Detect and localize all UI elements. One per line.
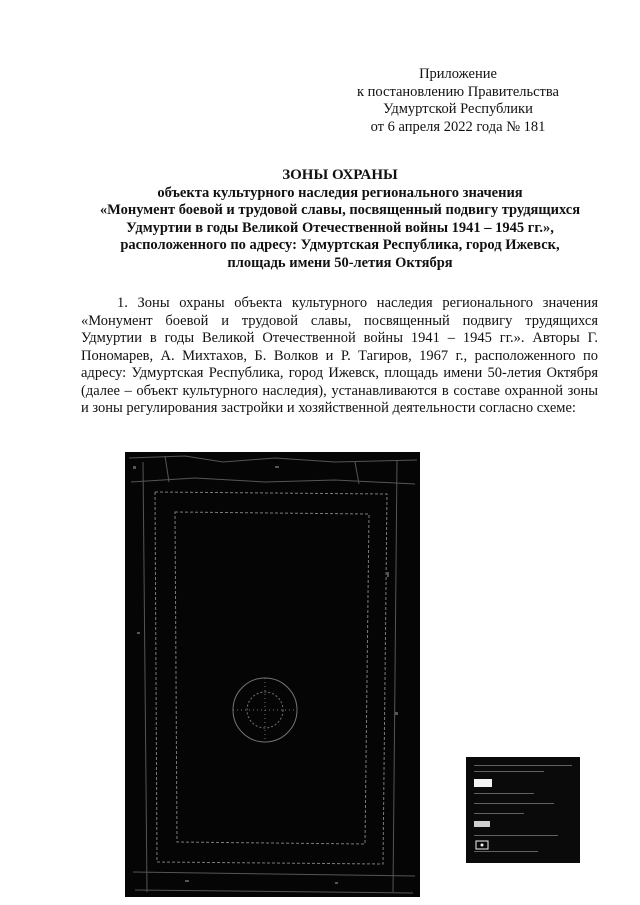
appendix-header	[328, 66, 588, 136]
title-line-2: «Монумент боевой и трудовой славы, посвященный подвигу трудящихся	[99, 202, 581, 219]
body-text	[81, 295, 598, 418]
appendix-date-number: от 6 апреля 2022 года № 181	[370, 118, 546, 135]
title-line-5: площадь имени 50-летия Октября	[227, 254, 453, 271]
paragraph-1: 1. Зоны охраны объекта культурного наследия регионального значения «Монумент боевой и трудовой славы, посвященный подвигу трудящихся Удмуртии в годы Великой Отечественной войны 1941 – 1945 гг.». Авторы Г. Пономарев, А. Михтахов, Б. Волков и Р. Тагиров, 1967 г., расположенного по адресу: Удмуртская Республика, город Ижевск, площадь имени 50-летия Октября (далее – объект культурного наследия), устанавливаются в составе охранной зоны и зоны регулирования застройки и хозяйственной деятельности согласно схеме:	[81, 295, 598, 416]
title-line-4: расположенного по адресу: Удмуртская Республика, город Ижевск,	[120, 237, 560, 254]
appendix-republic: Удмуртской Республики	[383, 101, 533, 118]
document-title-block	[70, 167, 610, 273]
document-title: ЗОНЫ ОХРАНЫ	[282, 167, 398, 183]
title-line-1: объекта культурного наследия регионального значения	[157, 184, 523, 201]
appendix-resolution: к постановлению Правительства	[357, 83, 559, 100]
title-line-3: Удмуртии в годы Великой Отечественной войны 1941 – 1945 гг.»,	[126, 219, 554, 236]
appendix-label: Приложение	[419, 66, 497, 82]
legend-drawing	[466, 757, 580, 863]
protection-zone-scheme	[125, 452, 420, 897]
scheme-map-drawing	[125, 452, 420, 897]
scheme-legend	[466, 757, 580, 863]
